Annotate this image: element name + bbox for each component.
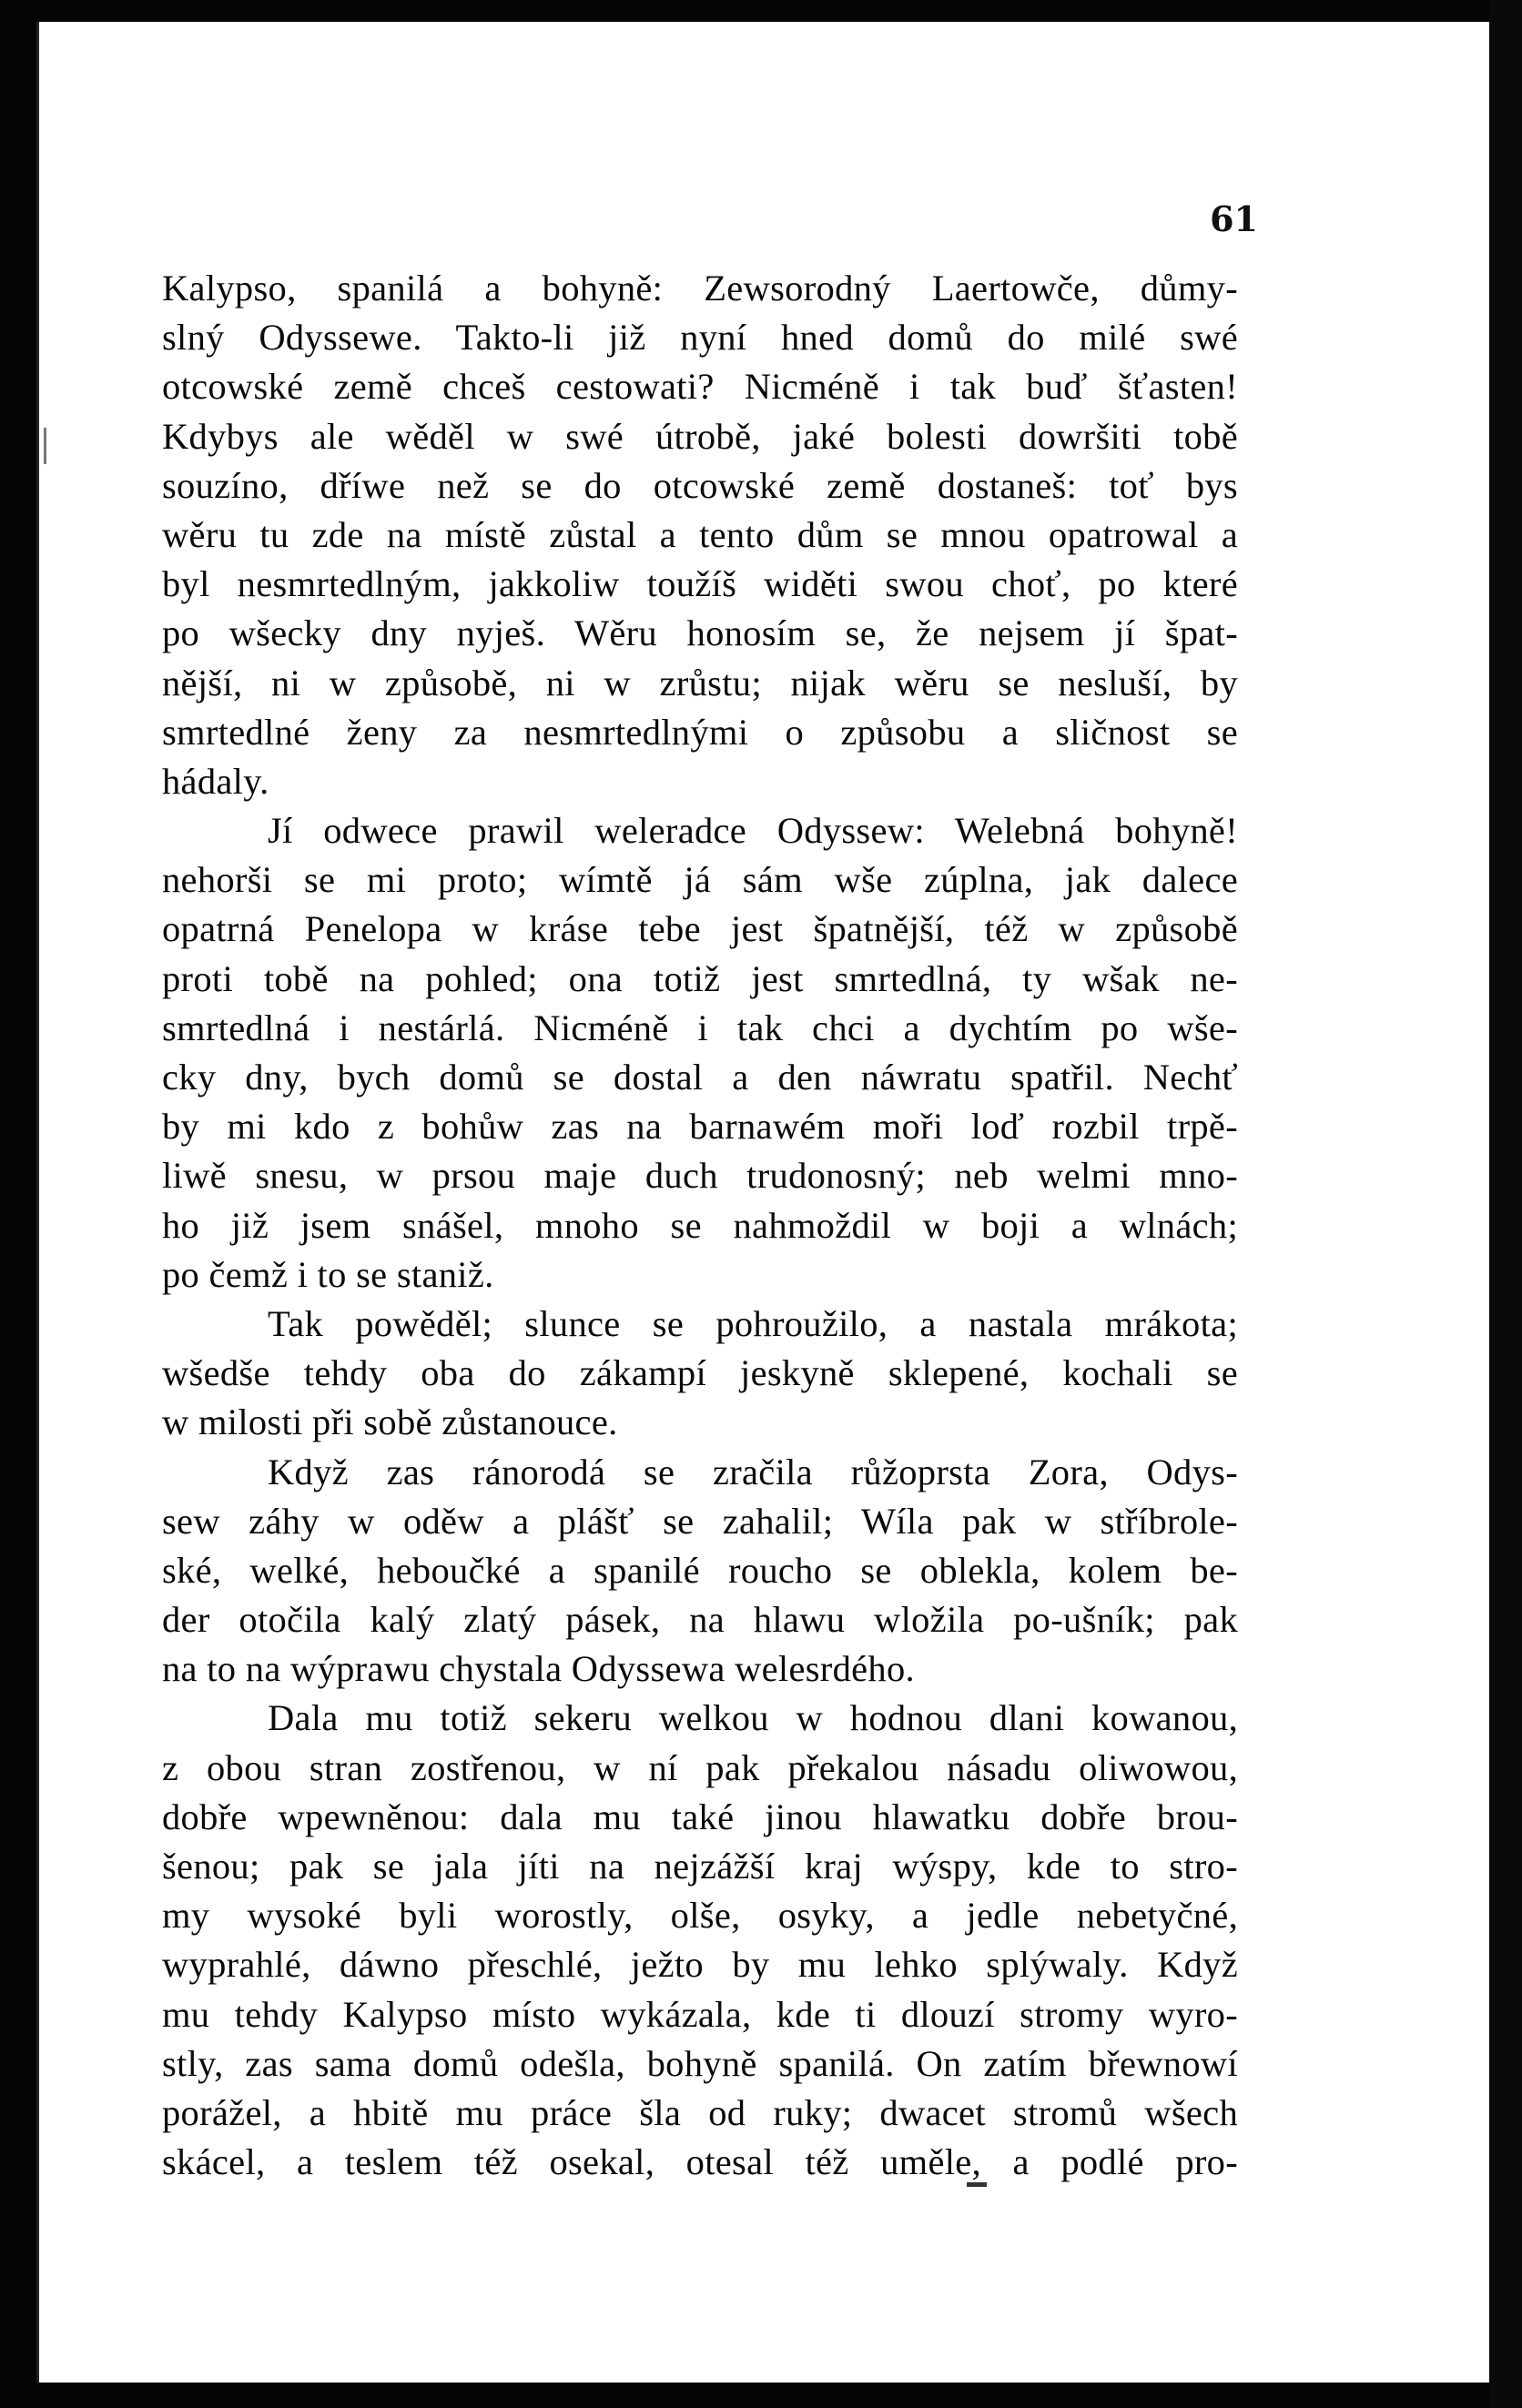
text-line: ho již jsem snášel, mnoho se nahmoždil w boji a wlnách; [162, 1204, 1238, 1246]
text-line: ské, welké, hebоučké a spanilé roucho se oblekla, kolem be- [162, 1549, 1238, 1591]
text-line: Kdybys ale wěděl w swé útrobě, jaké bolesti dowršiti tobě [162, 415, 1238, 457]
page-text [162, 264, 1238, 2187]
text-line: byl nesmrtedlným, jakkoliw toužíš widěti swou choť, po které [162, 563, 1238, 605]
text-line: skácel, a teslem též osekal, otesal též uměle, a podlé pro- [162, 2141, 1238, 2183]
text-line: po čemž i to se staniž. [162, 1253, 494, 1295]
text-line: dobře wpewněnou: dala mu také jinou hlawatku dobře brou- [162, 1796, 1238, 1837]
scan-edge [1489, 0, 1522, 2408]
text-line: Tak powěděl; slunce se pohroužilo, a nastala mrákota; [268, 1302, 1238, 1344]
text-line: nější, ni w způsobě, ni w zrůstu; nijak wěru se nesluší, by [162, 662, 1238, 703]
text-line: der otočila kalý zlatý pásek, na hlawu wložila po-ušník; pak [162, 1599, 1238, 1641]
text-line: slný Odyssewe. Takto-li již nyní hned domů do milé swé [162, 317, 1238, 359]
text-line: my wysoké byli worostly, olše, osyky, a jedle nebetyčné, [162, 1895, 1238, 1937]
text-line: cky dny, bych domů se dostal a den náwratu spatřil. Nechť [162, 1057, 1238, 1098]
text-line: Kalypso, spanilá a bohyně: Zewsorodný Laertowče, důmy- [162, 268, 1238, 309]
text-line: z obou stran zostřenou, w ní pak překalou násadu oliwowou, [162, 1746, 1238, 1788]
text-line: otcowské země chceš cestowati? Nicméně i tak buď šťasten! [162, 366, 1238, 408]
text-line: opatrná Penelopa w kráse tebe jest špatnější, též w způsobě [162, 908, 1238, 950]
text-line: liwě snesu, w prsou maje duch trudonosný; neb welmi mno- [162, 1155, 1238, 1197]
text-line: wyprahlé, dáwno přeschlé, ježto by mu lehko splýwaly. Když [162, 1944, 1238, 1986]
page-number: 61 [1210, 198, 1258, 239]
text-line: sew záhy w oděw a plášť se zahalil; Wíla pak w stříbrole- [162, 1500, 1238, 1542]
text-line: po wšecky dny nyješ. Wěru honosím se, že nejsem jí špat- [162, 612, 1238, 654]
text-line: na to na wýprawu chystala Odyssewa welesrdého. [162, 1648, 915, 1690]
text-line: stly, zas sama domů odešla, bohyně spanilá. On zatím břewnowí [162, 2042, 1238, 2084]
text-line: w milosti při sobě zůstanouce. [162, 1401, 618, 1443]
text-line: Jí odwece prawil weleradce Odyssew: Welebná bohyně! [268, 810, 1238, 852]
text-line: by mi kdo z bohůw zas na barnawém moři loď rozbil trpě- [162, 1106, 1238, 1148]
text-line: mu tehdy Kalypso místo wykázala, kde ti dlouzí stromy wyro- [162, 1993, 1238, 2035]
text-line: porážel, a hbitě mu práce šla od ruky; dwacet stromů wšech [162, 2091, 1238, 2133]
text-line: wěru tu zde na místě zůstal a tento dům se mnou opatrowal a [162, 513, 1238, 555]
text-line: souzíno, dříwe než se do otcowské země dostaneš: toť bys [162, 464, 1238, 506]
text-line: smrtedlná i nestárlá. Nicméně i tak chci a dychtím po wše- [162, 1007, 1238, 1048]
print-mark [967, 2182, 987, 2187]
text-line: hádaly. [162, 760, 269, 802]
text-line: nehorši se mi proto; wímtě já sám wše zúplna, jak dalece [162, 859, 1238, 901]
text-line: proti tobě na pohled; ona totiž jest smrtedlná, ty wšak ne- [162, 957, 1238, 999]
text-line: wšedše tehdy oba do zákampí jeskyně sklepené, kochali se [162, 1352, 1238, 1394]
text-line: Když zas ránorodá se zračila růžoprsta Zora, Odys- [268, 1451, 1238, 1492]
text-line: šenou; pak se jala jíti na nejzážší kraj wýspy, kde to stro- [162, 1846, 1238, 1887]
text-line: smrtedlné ženy za nesmrtedlnými o způsobu a sličnost se [162, 711, 1238, 753]
text-line: Dala mu totiž sekeru welkou w hodnou dlani kowanou, [268, 1697, 1238, 1739]
page-edge-mark [44, 428, 46, 464]
